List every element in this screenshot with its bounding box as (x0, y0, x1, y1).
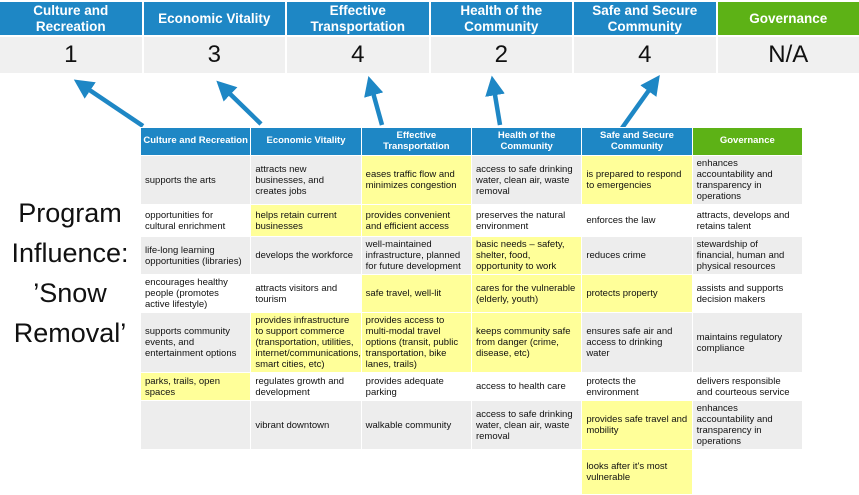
matrix-cell-r5-c4: keeps community safe from danger (crime, disease, etc) (471, 313, 581, 373)
matrix-col-header-2: Economic Vitality (251, 128, 361, 156)
matrix-cell-r3-c5: reduces crime (582, 237, 692, 275)
matrix-row-2 (141, 205, 803, 237)
matrix-cell-r2-c6: attracts, develops and retains talent (692, 205, 802, 237)
influence-arrow-3 (372, 89, 382, 125)
matrix-cell-r7-c5: provides safe travel and mobility (582, 401, 692, 450)
summary-strip (0, 2, 859, 73)
category-matrix-table (140, 127, 803, 495)
summary-header-cell-5: Safe and Secure Community (574, 2, 716, 35)
summary-header-cell-3: Effective Transportation (287, 2, 429, 35)
matrix-cell-r6-c2: regulates growth and development (251, 373, 361, 401)
summary-value-cell-5: 4 (574, 37, 716, 73)
matrix-cell-r1-c2: attracts new businesses, and creates jobs (251, 156, 361, 205)
matrix-row-5 (141, 313, 803, 373)
matrix-cell-r1-c4: access to safe drinking water, clean air, waste removal (471, 156, 581, 205)
matrix-row-6 (141, 373, 803, 401)
matrix-cell-r8-c2 (251, 450, 361, 495)
matrix-col-header-4: Health of the Community (471, 128, 581, 156)
matrix-cell-r1-c3: eases traffic flow and minimizes congestion (361, 156, 471, 205)
matrix-cell-r6-c4: access to health care (471, 373, 581, 401)
matrix-row-8 (141, 450, 803, 495)
summary-header-cell-6: Governance (718, 2, 859, 35)
matrix-cell-r5-c5: ensures safe air and access to drinking water (582, 313, 692, 373)
matrix-row-7 (141, 401, 803, 450)
matrix-cell-r6-c1: parks, trails, open spaces (141, 373, 251, 401)
matrix-cell-r3-c1: life-long learning opportunities (libraries) (141, 237, 251, 275)
matrix-cell-r8-c4 (471, 450, 581, 495)
matrix-cell-r4-c2: attracts visitors and tourism (251, 275, 361, 313)
matrix-cell-r4-c4: cares for the vulnerable (elderly, youth) (471, 275, 581, 313)
matrix-cell-r6-c6: delivers responsible and courteous service (692, 373, 802, 401)
matrix-cell-r7-c6: enhances accountability and transparency in operations (692, 401, 802, 450)
matrix-cell-r7-c4: access to safe drinking water, clean air, waste removal (471, 401, 581, 450)
matrix-cell-r8-c5: looks after it's most vulnerable (582, 450, 692, 495)
summary-value-cell-1: 1 (0, 37, 142, 73)
matrix-row-3 (141, 237, 803, 275)
matrix-body (141, 156, 803, 495)
matrix-cell-r2-c5: enforces the law (582, 205, 692, 237)
summary-value-row (0, 35, 859, 73)
matrix-cell-r3-c3: well-maintained infrastructure, planned for future development (361, 237, 471, 275)
matrix-cell-r8-c1 (141, 450, 251, 495)
matrix-cell-r4-c1: encourages healthy people (promotes active lifestyle) (141, 275, 251, 313)
influence-arrow-4 (494, 89, 500, 125)
matrix-col-header-6: Governance (692, 128, 802, 156)
matrix-cell-r6-c3: provides adequate parking (361, 373, 471, 401)
summary-header-row (0, 2, 859, 35)
matrix-cell-r7-c1 (141, 401, 251, 450)
matrix-row-1 (141, 156, 803, 205)
summary-header-cell-4: Health of the Community (431, 2, 573, 35)
matrix-cell-r4-c5: protects property (582, 275, 692, 313)
matrix-col-header-5: Safe and Secure Community (582, 128, 692, 156)
influence-arrow-2 (226, 90, 261, 124)
program-label-line-4: Removal’ (0, 313, 140, 353)
matrix-cell-r2-c4: preserves the natural environment (471, 205, 581, 237)
matrix-cell-r5-c6: maintains regulatory compliance (692, 313, 802, 373)
matrix-cell-r2-c1: opportunities for cultural enrichment (141, 205, 251, 237)
matrix-cell-r1-c6: enhances accountability and transparency in operations (692, 156, 802, 205)
matrix-cell-r5-c1: supports community events, and entertainment options (141, 313, 251, 373)
matrix-col-header-3: Effective Transportation (361, 128, 471, 156)
summary-value-cell-3: 4 (287, 37, 429, 73)
summary-header-cell-1: Culture and Recreation (0, 2, 142, 35)
matrix-cell-r4-c3: safe travel, well-lit (361, 275, 471, 313)
program-label-line-1: Program (0, 193, 140, 233)
summary-header-cell-2: Economic Vitality (144, 2, 286, 35)
matrix-cell-r5-c2: provides infrastructure to support commerce (transportation, utilities, internet/communications, smart cities, etc) (251, 313, 361, 373)
summary-value-cell-6: N/A (718, 37, 859, 73)
matrix-cell-r4-c6: assists and supports decision makers (692, 275, 802, 313)
matrix-cell-r1-c5: is prepared to respond to emergencies (582, 156, 692, 205)
matrix-header-row (141, 128, 803, 156)
program-influence-label (0, 193, 140, 353)
program-label-line-3: ’Snow (0, 273, 140, 313)
matrix-cell-r7-c3: walkable community (361, 401, 471, 450)
matrix-cell-r2-c2: helps retain current businesses (251, 205, 361, 237)
matrix-cell-r2-c3: provides convenient and efficient access (361, 205, 471, 237)
matrix-cell-r3-c6: stewardship of financial, human and physical resources (692, 237, 802, 275)
matrix-cell-r6-c5: protects the environment (582, 373, 692, 401)
matrix-cell-r1-c1: supports the arts (141, 156, 251, 205)
summary-value-cell-2: 3 (144, 37, 286, 73)
influence-arrow-5 (622, 86, 652, 128)
influence-arrows (0, 80, 859, 130)
matrix-cell-r3-c4: basic needs – safety, shelter, food, opportunity to work (471, 237, 581, 275)
matrix-cell-r5-c3: provides access to multi-modal travel options (transit, public transportation, bike lanes, trails) (361, 313, 471, 373)
matrix-col-header-1: Culture and Recreation (141, 128, 251, 156)
program-label-line-2: Influence: (0, 233, 140, 273)
matrix-cell-r8-c3 (361, 450, 471, 495)
matrix-row-4 (141, 275, 803, 313)
matrix-cell-r3-c2: develops the workforce (251, 237, 361, 275)
summary-value-cell-4: 2 (431, 37, 573, 73)
influence-arrow-1 (85, 87, 143, 126)
matrix-cell-r7-c2: vibrant downtown (251, 401, 361, 450)
matrix-cell-r8-c6 (692, 450, 802, 495)
